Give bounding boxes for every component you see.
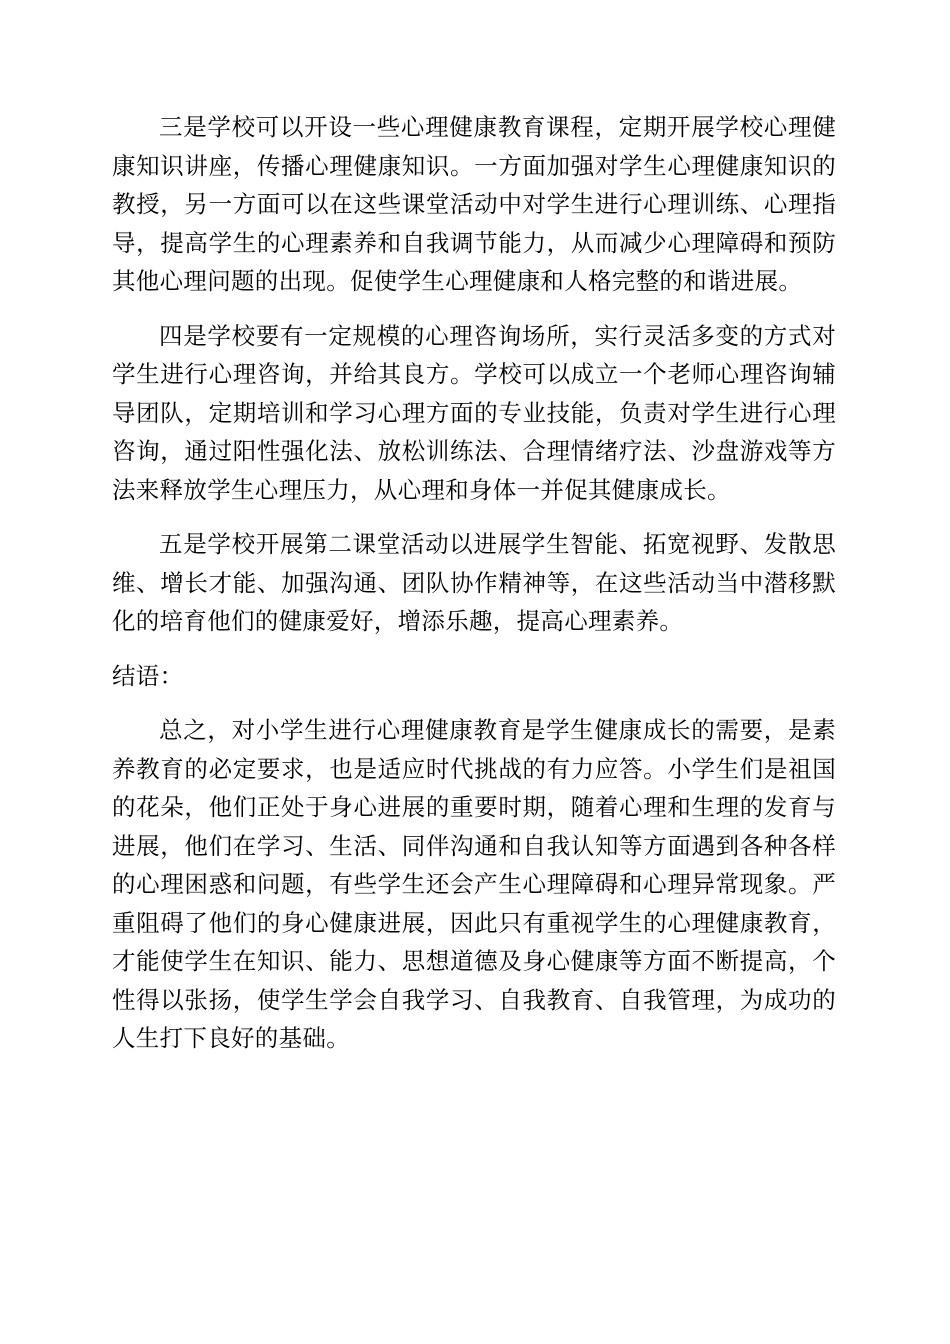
document-body (112, 108, 836, 1074)
paragraph-point-five: 五是学校开展第二课堂活动以进展学生智能、拓宽视野、发散思维、增长才能、加强沟通、团队协作精神等，在这些活动当中潜移默化的培育他们的健康爱好，增添乐趣，提高心理素养。 (112, 530, 836, 635)
conclusion-heading: 结语： (112, 661, 184, 690)
conclusion-paragraph: 总之，对小学生进行心理健康教育是学生健康成长的需要，是素养教育的必定要求，也是适应时代挑战的有力应答。小学生们是祖国的花朵，他们正处于身心进展的重要时期，随着心理和生理的发育与进展，他们在学习、生活、同伴沟通和自我认知等方面遇到各种各样的心理困惑和问题，有些学生还会产生心理障碍和心理异常现象。严重阻碍了他们的身心健康进展，因此只有重视学生的心理健康教育，才能使学生在知识、能力、思想道德及身心健康等方面不断提高，个性得以张扬，使学生学会自我学习、自我教育、自我管理，为成功的人生打下良好的基础。 (112, 716, 836, 1052)
paragraph-point-four: 四是学校要有一定规模的心理咨询场所，实行灵活多变的方式对学生进行心理咨询，并给其良方。学校可以成立一个老师心理咨询辅导团队，定期培训和学习心理方面的专业技能，负责对学生进行心理咨询，通过阳性强化法、放松训练法、合理情绪疗法、沙盘游戏等方法来释放学生心理压力，从心理和身体一并促其健康成长。 (112, 321, 836, 504)
paragraph-point-three: 三是学校可以开设一些心理健康教育课程，定期开展学校心理健康知识讲座，传播心理健康知识。一方面加强对学生心理健康知识的教授，另一方面可以在这些课堂活动中对学生进行心理训练、心理指导，提高学生的心理素养和自我调节能力，从而减少心理障碍和预防其他心理问题的出现。促使学生心理健康和人格完整的和谐进展。 (112, 113, 836, 295)
